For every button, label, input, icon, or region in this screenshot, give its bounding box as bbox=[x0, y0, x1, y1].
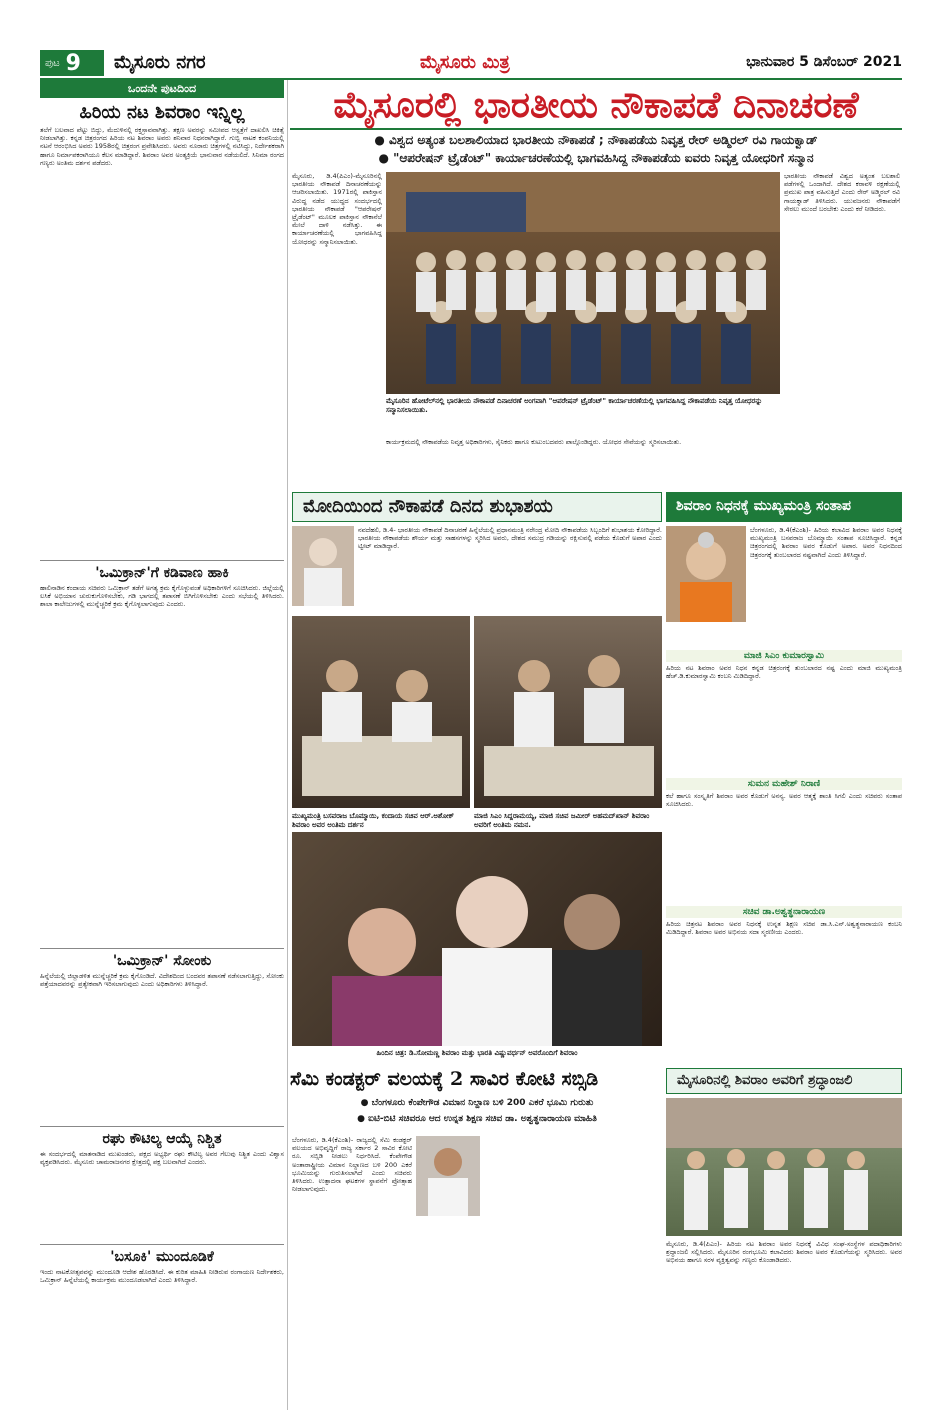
semi-headline: ಸೆಮಿ ಕಂಡಕ್ಟರ್ ವಲಯಕ್ಕೆ 2 ಸಾವಿರ ಕೋಟಿ ಸಬ್ಸಿಡಿ bbox=[290, 1068, 599, 1090]
lead-headline: ಮೈಸೂರಲ್ಲಿ ಭಾರತೀಯ ನೌಕಾಪಡೆ ದಿನಾಚರಣೆ bbox=[333, 84, 859, 126]
dateline: ಭಾನುವಾರ 5 ಡಿಸೆಂಬರ್ 2021 bbox=[746, 54, 902, 70]
group-photo-caption: ಮೈಸೂರಿನ ಹೋಟೆಲ್‌ನಲ್ಲಿ ಭಾರತೀಯ ನೌಕಾಪಡೆ ದಿನಾಚರಣೆ ಅಂಗವಾಗಿ "ಆಪರೇಷನ್ ಟ್ರೈಡೆಂಟ್" ಕಾರ್ಯಾಚರಣೆಯಲ್ಲಿ ಭಾಗವಹಿಸಿದ್ದ ನೌಕಾಪಡೆಯ ನಿವೃತ್ತ ಯೋಧರನ್ನು ಸನ್ಮಾನಿಸಲಾಯಿತು. bbox=[386, 397, 763, 414]
semi-bullet: ● ಬೆಂಗಳೂರು ಕೆಂಪೇಗೌಡ ವಿಮಾನ ನಿಲ್ದಾಣ ಬಳಿ 200 ಎಕರೆ ಭೂಮಿ ಗುರುತು bbox=[360, 1098, 594, 1108]
modi-body: ನವದೆಹಲಿ, ಡಿ.4- ಭಾರತೀಯ ನೌಕಾಪಡೆ ದಿನಾಚರಣೆ ಹಿನ್ನೆಲೆಯಲ್ಲಿ ಪ್ರಧಾನಮಂತ್ರಿ ನರೇಂದ್ರ ಮೋದಿ ನೌಕಾಪಡೆಯ ಸಿಬ್ಬಂದಿಗೆ ಶುಭಾಶಯ ಕೋರಿದ್ದಾರೆ. ಭಾರತೀಯ ನೌಕಾಪಡೆಯ ಶೌರ್ಯ ಮತ್ತು ಸಾಹಸಗಳನ್ನು ಸ್ಮರಿಸಿದ ಅವರು, ದೇಶದ ಸಮುದ್ರ ಗಡಿಯನ್ನು ರಕ್ಷಿಸುವಲ್ಲಿ ಪಡೆಯ ಕೊಡುಗೆ ಅಪಾರ ಎಂದು ಟ್ವೀಟ್ ಮಾಡಿದ್ದಾರೆ. bbox=[358, 526, 662, 551]
shivaram-photo bbox=[666, 526, 746, 622]
big-photo bbox=[292, 832, 662, 1046]
cm-body-cont bbox=[666, 626, 902, 646]
group-photo bbox=[386, 172, 780, 394]
lead-body-left: ಮೈಸೂರು, ಡಿ.4(ಪಿಎಂ)-ಮೈಸೂರಿನಲ್ಲಿ ಭಾರತೀಯ ನೌಕಾಪಡೆ ದಿನಾಚರಣೆಯನ್ನು ಆಚರಿಸಲಾಯಿತು. 1971ರಲ್ಲಿ ಪಾಕಿಸ್ತಾನ ವಿರುದ್ಧ ನಡೆದ ಯುದ್ಧದ ಸಂದರ್ಭದಲ್ಲಿ ಭಾರತೀಯ ನೌಕಾಪಡೆ "ಆಪರೇಷನ್ ಟ್ರೈಡೆಂಟ್" ಮೂಲಕ ಪಾಕಿಸ್ತಾನ ನೌಕಾನೆಲೆ ಮೇಲೆ ದಾಳಿ ನಡೆಸಿತ್ತು. ಈ ಕಾರ್ಯಾಚರಣೆಯಲ್ಲಿ ಭಾಗವಹಿಸಿದ್ದ ಯೋಧರನ್ನು ಸನ್ಮಾನಿಸಲಾಯಿತು. bbox=[292, 172, 382, 246]
lead-headline-wrap bbox=[290, 80, 902, 130]
sub-head: ಸುಮನ ಮಹೇಶ್ ನಿರಾಣಿ bbox=[666, 778, 902, 790]
divider bbox=[40, 1244, 284, 1245]
tribute-headline: ಮೈಸೂರಿನಲ್ಲಿ ಶಿವರಾಂ ಅವರಿಗೆ ಶ್ರದ್ಧಾಂಜಲಿ bbox=[666, 1068, 902, 1094]
story-headline: ರಘು ಕೌಟಿಲ್ಯ ಆಯ್ಕೆ ನಿಶ್ಚಿತ bbox=[102, 1131, 222, 1147]
cm-headline: ಶಿವರಾಂ ನಿಧನಕ್ಕೆ ಮುಖ್ಯಮಂತ್ರಿ ಸಂತಾಪ bbox=[666, 492, 902, 522]
divider bbox=[40, 560, 284, 561]
sub-head: ಮಾಜಿ ಸಿಎಂ ಕುಮಾರಸ್ವಾಮಿ bbox=[666, 650, 902, 662]
page-label: ಪುಟ bbox=[45, 57, 60, 69]
modi-photo bbox=[292, 526, 354, 606]
tribute-photo bbox=[666, 1098, 902, 1236]
person-icon bbox=[416, 1136, 480, 1216]
cm-body: ಬೆಂಗಳೂರು, ಡಿ.4(ಕೆಎಂಶಿ)- ಹಿರಿಯ ಕಲಾವಿದ ಶಿವರಾಂ ಅವರ ನಿಧನಕ್ಕೆ ಮುಖ್ಯಮಂತ್ರಿ ಬಸವರಾಜ ಬೊಮ್ಮಾಯಿ ಸಂತಾಪ ಸೂಚಿಸಿದ್ದಾರೆ. ಕನ್ನಡ ಚಿತ್ರರಂಗದಲ್ಲಿ ಶಿವರಾಂ ಅವರ ಕೊಡುಗೆ ಅಪಾರ. ಅವರ ನಿಧನದಿಂದ ಚಿತ್ರರಂಗಕ್ಕೆ ತುಂಬಲಾರದ ನಷ್ಟವಾಗಿದೆ ಎಂದು ತಿಳಿಸಿದ್ದಾರೆ. bbox=[750, 526, 902, 559]
sub-body: ಹಿರಿಯ ನಟ ಶಿವರಾಂ ಅವರ ನಿಧನ ಕನ್ನಡ ಚಿತ್ರರಂಗಕ್ಕೆ ತುಂಬಲಾರದ ನಷ್ಟ ಎಂದು ಮಾಜಿ ಮುಖ್ಯಮಂತ್ರಿ ಹೆಚ್.ಡಿ.ಕುಮಾರಸ್ವಾಮಿ ಕಂಬನಿ ಮಿಡಿದಿದ್ದಾರೆ. bbox=[666, 664, 902, 681]
funeral-photo-illustration bbox=[292, 616, 470, 808]
story-body: ಹಿನ್ನೆಲೆಯಲ್ಲಿ ಜಿಲ್ಲಾಡಳಿತ ಮುನ್ನೆಚ್ಚರಿಕೆ ಕ್ರಮ ಕೈಗೊಂಡಿದೆ. ವಿದೇಶದಿಂದ ಬಂದವರ ತಪಾಸಣೆ ನಡೆಸಲಾಗುತ್ತಿದ್ದು, ಸೋಂಕು ಪತ್ತೆಯಾದವರನ್ನು ಪ್ರತ್ಯೇಕವಾಗಿ ಇರಿಸಲಾಗುವುದು ಎಂದು ಅಧಿಕಾರಿಗಳು ತಿಳಿಸಿದ್ದಾರೆ. bbox=[40, 972, 284, 989]
funeral-photo-left bbox=[292, 616, 470, 808]
big-photo-caption: ಹಿಂದಿನ ಚಿತ್ರ: ಡಿ.ಸೋಮಣ್ಣ ಶಿವರಾಂ ಮತ್ತು ಭಾರತಿ ವಿಷ್ಣುವರ್ಧನ್ ಅವರೊಂದಿಗೆ ಶಿವರಾಂ bbox=[376, 1049, 578, 1057]
left-column bbox=[40, 80, 284, 1410]
story-headline: 'ಬಸೂಕಿ' ಮುಂದೂಡಿಕೆ bbox=[110, 1249, 214, 1265]
funeral-caption-left: ಮುಖ್ಯಮಂತ್ರಿ ಬಸವರಾಜ ಬೊಮ್ಮಾಯಿ, ಕಂದಾಯ ಸಚಿವ ಆರ್.ಅಶೋಕ್ ಶಿವರಾಂ ಅವರ ಅಂತಿಮ ದರ್ಶನ bbox=[292, 812, 455, 829]
lead-bullet: ● ವಿಶ್ವದ ಅತ್ಯಂತ ಬಲಶಾಲಿಯಾದ ಭಾರತೀಯ ನೌಕಾಪಡೆ ; ನೌಕಾಪಡೆಯ ನಿವೃತ್ತ ರೇರ್ ಅಡ್ಮಿರಲ್ ರವಿ ಗಾಯಕ್ವಾಡ್ bbox=[374, 133, 818, 147]
story-headline: 'ಒಮಿಕ್ರಾನ್'ಗೆ ಕಡಿವಾಣ ಹಾಕಿ bbox=[95, 565, 229, 581]
lead-body-right: ಭಾರತೀಯ ನೌಕಾಪಡೆ ವಿಶ್ವದ ಅತ್ಯಂತ ಬಲಶಾಲಿ ಪಡೆಗಳಲ್ಲಿ ಒಂದಾಗಿದೆ. ದೇಶದ ಕರಾವಳಿ ರಕ್ಷಣೆಯಲ್ಲಿ ಪ್ರಮುಖ ಪಾತ್ರ ವಹಿಸುತ್ತಿದೆ ಎಂದು ರೇರ್ ಅಡ್ಮಿರಲ್ ರವಿ ಗಾಯಕ್ವಾಡ್ ತಿಳಿಸಿದರು. ಯುವಜನರು ನೌಕಾಪಡೆಗೆ ಸೇರಲು ಮುಂದೆ ಬರಬೇಕು ಎಂದು ಕರೆ ನೀಡಿದರು. bbox=[784, 172, 900, 213]
person-icon bbox=[666, 526, 746, 622]
semi-body-cont bbox=[484, 1136, 662, 1406]
story-body: ಇಂದು ನಾಟಕೋತ್ಸವವನ್ನು ಮುಂದೂಡಿ ಆದೇಶ ಹೊರಡಿಸಿದೆ. ಈ ಕುರಿತ ಮಾಹಿತಿ ನೀಡಿರುವ ರಂಗಾಯಣ ನಿರ್ದೇಶಕರು, ಒಮಿಕ್ರಾನ್ ಹಿನ್ನೆಲೆಯಲ್ಲಿ ಕಾರ್ಯಕ್ರಮ ಮುಂದೂಡಲಾಗಿದೆ ಎಂದು ತಿಳಿಸಿದ್ದಾರೆ. bbox=[40, 1268, 284, 1285]
semi-bullet: ● ಐಟಿ-ಬಿಟಿ ಸಚಿವರೂ ಆದ ಉನ್ನತ ಶಿಕ್ಷಣ ಸಚಿವ ಡಾ. ಅಶ್ವತ್ಥನಾರಾಯಣ ಮಾಹಿತಿ bbox=[357, 1114, 597, 1124]
divider bbox=[40, 948, 284, 949]
modi-headline: ಮೋದಿಯಿಂದ ನೌಕಾಪಡೆ ದಿನದ ಶುಭಾಶಯ bbox=[292, 492, 662, 522]
sub-body: ಹಿರಿಯ ಚಿತ್ರನಟ ಶಿವರಾಂ ಅವರ ನಿಧನಕ್ಕೆ ಉನ್ನತ ಶಿಕ್ಷಣ ಸಚಿವ ಡಾ.ಸಿ.ಎನ್.ಅಶ್ವತ್ಥನಾರಾಯಣ ಕಂಬನಿ ಮಿಡಿದಿದ್ದಾರೆ. ಶಿವರಾಂ ಅವರ ಅಭಿನಯ ಸದಾ ಸ್ಮರಣೀಯ ಎಂದರು. bbox=[666, 920, 902, 937]
lead-bullet: ● "ಆಪರೇಷನ್ ಟ್ರೈಡೆಂಟ್" ಕಾರ್ಯಾಚರಣೆಯಲ್ಲಿ ಭಾಗವಹಿಸಿದ್ದ ನೌಕಾಪಡೆಯ ಐವರು ನಿವೃತ್ತ ಯೋಧರಿಗೆ ಸನ್ಮಾನ bbox=[378, 151, 814, 165]
story-body: ಈ ಸಂದರ್ಭದಲ್ಲಿ ಮಾತನಾಡಿದ ಮುಖಂಡರು, ಪಕ್ಷದ ಅಭ್ಯರ್ಥಿ ರಘು ಕೌಟಿಲ್ಯ ಅವರ ಗೆಲುವು ನಿಶ್ಚಿತ ಎಂದು ವಿಶ್ವಾಸ ವ್ಯಕ್ತಪಡಿಸಿದರು. ಮೈಸೂರು ಚಾಮರಾಜನಗರ ಕ್ಷೇತ್ರದಲ್ಲಿ ಪಕ್ಷ ಬಲವಾಗಿದೆ ಎಂದರು. bbox=[40, 1150, 284, 1167]
minister-photo bbox=[416, 1136, 480, 1216]
column-rule bbox=[287, 80, 288, 1410]
story-body: ತಲೆಗೆ ಬಲವಾದ ಪೆಟ್ಟು ಬಿದ್ದು, ಮೆದುಳಿನಲ್ಲಿ ರಕ್ತಸ್ರಾವವಾಗಿತ್ತು. ತಕ್ಷಣ ಅವರನ್ನು ಸಮೀಪದ ಆಸ್ಪತ್ರೆಗೆ ದಾಖಲಿಸಿ ಚಿಕಿತ್ಸೆ ನೀಡಲಾಗಿತ್ತು. ಕನ್ನಡ ಚಿತ್ರರಂಗದ ಹಿರಿಯ ನಟ ಶಿವರಾಂ ಅವರು ಶನಿವಾರ ನಿಧನರಾಗಿದ್ದಾರೆ. ಗುಬ್ಬಿ ನಾಟಕ ಕಂಪನಿಯಲ್ಲಿ ನಟನೆ ಆರಂಭಿಸಿದ ಅವರು 1958ರಲ್ಲಿ ಚಿತ್ರರಂಗ ಪ್ರವೇಶಿಸಿದರು. ಅವರು ನೂರಾರು ಚಿತ್ರಗಳಲ್ಲಿ ನಟಿಸಿದ್ದು, ನಿರ್ದೇಶಕರಾಗಿ ಹಾಗೂ ನಿರ್ಮಾಪಕರಾಗಿಯೂ ಕೆಲಸ ಮಾಡಿದ್ದಾರೆ. ಶಿವರಾಂ ಅವರ ಅಂತ್ಯಕ್ರಿಯೆ ಭಾನುವಾರ ನಡೆಯಲಿದೆ. ಸಿನಿಮಾ ರಂಗದ ಗಣ್ಯರು ಅಂತಿಮ ದರ್ಶನ ಪಡೆದರು. bbox=[40, 126, 284, 167]
tribute-body: ಮೈಸೂರು, ಡಿ.4(ಪಿಎಂ)- ಹಿರಿಯ ನಟ ಶಿವರಾಂ ಅವರ ನಿಧನಕ್ಕೆ ವಿವಿಧ ಸಂಘ-ಸಂಸ್ಥೆಗಳ ಪದಾಧಿಕಾರಿಗಳು ಶ್ರದ್ಧಾಂಜಲಿ ಸಲ್ಲಿಸಿದರು. ಮೈಸೂರಿನ ರಂಗಭೂಮಿ ಕಲಾವಿದರು ಶಿವರಾಂ ಅವರ ಕೊಡುಗೆಯನ್ನು ಸ್ಮರಿಸಿದರು. ಅವರ ಅಭಿನಯ ಹಾಗೂ ಸರಳ ವ್ಯಕ್ತಿತ್ವವನ್ನು ಗಣ್ಯರು ಕೊಂಡಾಡಿದರು. bbox=[666, 1240, 902, 1265]
masthead-logo: ಮೈಸೂರು ಮಿತ್ರ bbox=[420, 52, 510, 73]
semi-body: ಬೆಂಗಳೂರು, ಡಿ.4(ಕೆಎಂಶಿ)- ರಾಜ್ಯದಲ್ಲಿ ಸೆಮಿ ಕಂಡಕ್ಟರ್ ವಲಯದ ಅಭಿವೃದ್ಧಿಗೆ ರಾಜ್ಯ ಸರ್ಕಾರ 2 ಸಾವಿರ ಕೋಟಿ ರೂ. ಸಬ್ಸಿಡಿ ನೀಡಲು ನಿರ್ಧರಿಸಿದೆ. ಕೆಂಪೇಗೌಡ ಅಂತಾರಾಷ್ಟ್ರೀಯ ವಿಮಾನ ನಿಲ್ದಾಣದ ಬಳಿ 200 ಎಕರೆ ಭೂಮಿಯನ್ನು ಗುರುತಿಸಲಾಗಿದೆ ಎಂದು ಸಚಿವರು ತಿಳಿಸಿದರು. ಉತ್ಪಾದನಾ ಘಟಕಗಳ ಸ್ಥಾಪನೆಗೆ ಪ್ರೋತ್ಸಾಹ ನೀಡಲಾಗುವುದು. bbox=[292, 1136, 412, 1194]
page-number: 9 bbox=[65, 50, 81, 76]
tribute-photo-illustration bbox=[666, 1098, 902, 1236]
lead-body-bottom: ಕಾರ್ಯಕ್ರಮದಲ್ಲಿ ನೌಕಾಪಡೆಯ ನಿವೃತ್ತ ಅಧಿಕಾರಿಗಳು, ಸೈನಿಕರು ಹಾಗೂ ಕುಟುಂಬದವರು ಪಾಲ್ಗೊಂಡಿದ್ದರು. ಯೋಧರ ಸೇವೆಯನ್ನು ಸ್ಮರಿಸಲಾಯಿತು. bbox=[386, 438, 682, 446]
continued-bar: ಒಂದನೇ ಪುಟದಿಂದ bbox=[40, 80, 284, 98]
story-body: ಹಾಲಿನಾಡಿನ ಕಂದಾಯ ಸಚಿವರು ಒಮಿಕ್ರಾನ್ ತಡೆಗೆ ಅಗತ್ಯ ಕ್ರಮ ಕೈಗೊಳ್ಳುವಂತೆ ಅಧಿಕಾರಿಗಳಿಗೆ ಸೂಚಿಸಿದರು. ಜಿಲ್ಲೆಯಲ್ಲಿ ಲಸಿಕೆ ಅಭಿಯಾನ ಚುರುಕುಗೊಳಿಸಬೇಕು, ಗಡಿ ಭಾಗದಲ್ಲಿ ತಪಾಸಣೆ ಬಿಗಿಗೊಳಿಸಬೇಕು ಎಂದು ಸಭೆಯಲ್ಲಿ ತಿಳಿಸಿದರು. ಶಾಲಾ ಕಾಲೇಜುಗಳಲ್ಲಿ ಮುನ್ನೆಚ್ಚರಿಕೆ ಕ್ರಮ ಕೈಗೊಳ್ಳಲಾಗುವುದು ಎಂದರು. bbox=[40, 584, 284, 609]
funeral-photo-right bbox=[474, 616, 662, 808]
section-title: ಮೈಸೂರು ನಗರ bbox=[114, 52, 206, 73]
divider bbox=[40, 1126, 284, 1127]
person-icon bbox=[292, 526, 354, 606]
group-photo-illustration bbox=[386, 172, 780, 394]
page-number-badge bbox=[40, 50, 104, 76]
story-headline: 'ಒಮಿಕ್ರಾನ್' ಸೋಂಕು bbox=[112, 953, 212, 969]
funeral-caption-right: ಮಾಜಿ ಸಿಎಂ ಸಿದ್ದರಾಮಯ್ಯ, ಮಾಜಿ ಸಚಿವ ಜಮೀರ್ ಅಹಮದ್‌ಖಾನ್ ಶಿವರಾಂ ಅವರಿಗೆ ಅಂತಿಮ ನಮನ. bbox=[474, 812, 650, 829]
page-header bbox=[40, 50, 902, 78]
sub-head: ಸಚಿವ ಡಾ.ಅಶ್ವತ್ಥನಾರಾಯಣ bbox=[666, 906, 902, 918]
funeral-photo-illustration bbox=[474, 616, 662, 808]
story-headline: ಹಿರಿಯ ನಟ ಶಿವರಾಂ ಇನ್ನಿಲ್ಲ bbox=[79, 102, 245, 123]
big-photo-illustration bbox=[292, 832, 662, 1046]
sub-body: ಕಲೆ ಹಾಗೂ ಸಂಸ್ಕೃತಿಗೆ ಶಿವರಾಂ ಅವರ ಕೊಡುಗೆ ಅನನ್ಯ. ಅವರ ಆತ್ಮಕ್ಕೆ ಶಾಂತಿ ಸಿಗಲಿ ಎಂದು ಸಚಿವರು ಸಂತಾಪ ಸೂಚಿಸಿದರು. bbox=[666, 792, 902, 809]
